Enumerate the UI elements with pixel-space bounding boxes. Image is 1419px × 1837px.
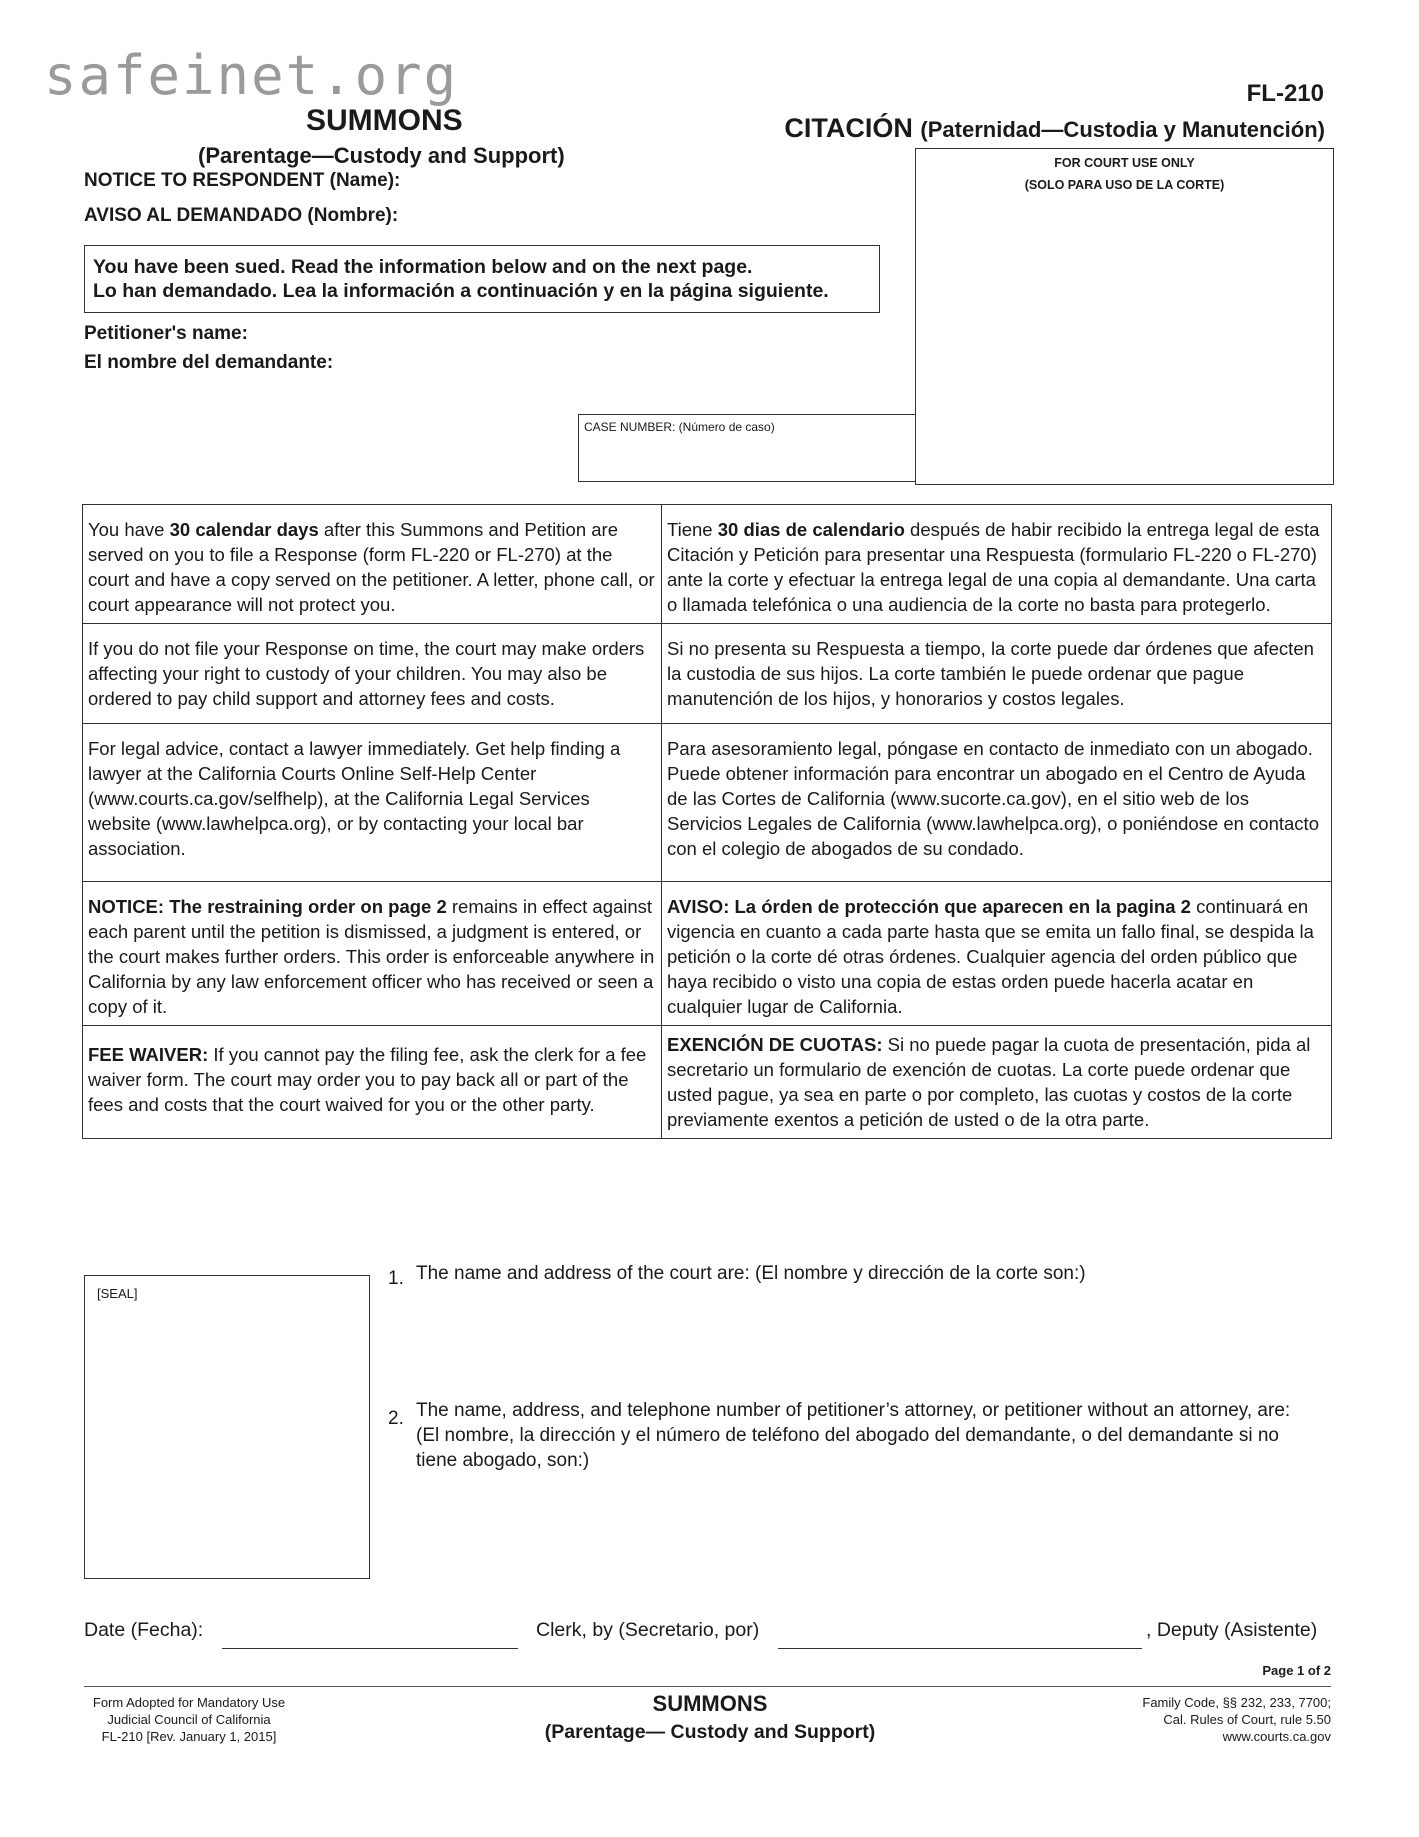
info-cell-es: EXENCIÓN DE CUOTAS: Si no puede pagar la cuota de presentación, pida al secretario un formulario de exención de cuotas. La corte puede ordenar que usted pague, ya sea en parte o por completo, las cuotas y costos de la corte previamente exentos a petición de usted o de la otra parte. [662,1026,1332,1139]
footer-divider [84,1686,1331,1687]
footer-title: SUMMONS [652,1691,768,1716]
info-row [83,505,1332,624]
info-row [83,624,1332,724]
info-table [82,504,1332,1139]
item-number: 1. [388,1268,404,1289]
info-cell-es: AVISO: La órden de protección que aparecen en la pagina 2 continuará en vigencia en cuanto a cada parte hasta que se emita un fallo final, se despida la petición o la corte dé otras órdenes. Cualquier agencia del orden público que haya recibido o visto una copia de estas orden puede hacerla acatar en cualquier lugar de California. [662,882,1332,1026]
page-number: Page 1 of 2 [1262,1663,1331,1678]
footer-left [84,1694,294,1745]
info-cell-es: Para asesoramiento legal, póngase en contacto de inmediato con un abogado. Puede obtener información para encontrar un abogado en el Centro de Ayuda de las Cortes de California (www.sucorte.ca.gov), en el sitio web de los Servicios Legales de California (www.lawhelpca.org), o poniéndose en contacto con el colegio de abogados de su condado. [662,724,1332,882]
petitioner-label-en: Petitioner's name: [84,323,248,344]
seal-box [84,1275,370,1579]
deputy-label: , Deputy (Asistente) [1146,1619,1318,1641]
subtitle-english: (Parentage—Custody and Support) [198,143,565,168]
sued-notice-en: You have been sued. Read the information below and on the next page. [93,256,753,278]
case-number-label: CASE NUMBER: (Número de caso) [584,420,775,434]
form-number: FL-210 [1246,80,1324,107]
footer-right-line: Cal. Rules of Court, rule 5.50 [1163,1712,1331,1727]
footer-right [1031,1694,1331,1745]
info-cell-es: Tiene 30 dias de calendario después de habir recibido la entrega legal de esta Citación y Petición para presentar una Respuesta (formulario FL-220 o FL-270) ante la corte y efectuar la entrega legal de una copia al demandante. Una carta o llamada telefónica o una audiencia de la corte no basta para protegerlo. [662,505,1332,624]
footer-left-line: FL-210 [Rev. January 1, 2015] [101,1729,277,1744]
date-field[interactable] [222,1648,518,1649]
info-cell-es: Si no presenta su Respuesta a tiempo, la corte puede dar órdenes que afecten la custodia de sus hijos. La corte también le puede ordenar que pague manutención de los hijos, y honorarios y costos legales. [662,624,1332,724]
petitioner-label-es: El nombre del demandante: [84,352,334,373]
info-cell-en: FEE WAIVER: If you cannot pay the filing fee, ask the clerk for a fee waiver form. The court may order you to pay back all or part of the fees and costs that the court waived for you or the other party. [83,1026,662,1139]
watermark: safeinet.org [44,44,459,107]
date-label: Date (Fecha): [84,1619,204,1641]
info-cell-en: For legal advice, contact a lawyer immediately. Get help finding a lawyer at the California Courts Online Self-Help Center (www.courts.ca.gov/selfhelp), at the California Legal Services website (www.lawhelpca.org), or by contacting your local bar association. [83,724,662,882]
info-row [83,724,1332,882]
info-cell-en: If you do not file your Response on time, the court may make orders affecting your right to custody of your children. You may also be ordered to pay child support and attorney fees and costs. [83,624,662,724]
attorney-item [388,1398,1328,1478]
seal-label: [SEAL] [97,1286,138,1301]
title-english: SUMMONS [306,104,463,137]
info-row [83,1026,1332,1139]
title-spanish-main: CITACIÓN [784,113,913,143]
court-use-line1: FOR COURT USE ONLY [1054,156,1195,170]
court-use-box [915,148,1334,485]
clerk-signature-field[interactable] [778,1648,1142,1649]
title-spanish-subtitle: (Paternidad—Custodia y Manutención) [920,117,1325,142]
footer-right-line[interactable]: www.courts.ca.gov [1222,1729,1331,1744]
case-number-box[interactable] [578,414,915,482]
clerk-label: Clerk, by (Secretario, por) [536,1619,760,1641]
footer-right-line: Family Code, §§ 232, 233, 7700; [1142,1695,1331,1710]
footer-subtitle: (Parentage— Custody and Support) [544,1721,876,1743]
info-row [83,882,1332,1026]
info-cell-en: NOTICE: The restraining order on page 2 remains in effect against each parent until the petition is dismissed, a judgment is entered, or the court makes further orders. This order is enforceable anywhere in California by any law enforcement officer who has received or seen a copy of it. [83,882,662,1026]
item-text: The name, address, and telephone number of petitioner’s attorney, or petitioner without an attorney, are: (El nombre, la dirección y el número de teléfono del abogado del demandante, o del demandante si no tiene abogado, son:) [416,1400,1291,1471]
item-number: 2. [388,1408,404,1429]
sued-notice-es: Lo han demandado. Lea la información a continuación y en la página siguiente. [93,280,829,302]
footer-left-line: Judicial Council of California [107,1712,271,1727]
title-spanish [784,113,1325,144]
respondent-label-en: NOTICE TO RESPONDENT (Name): [84,170,401,191]
court-use-line2: (SOLO PARA USO DE LA CORTE) [1024,178,1225,192]
info-cell-en: You have 30 calendar days after this Summons and Petition are served on you to file a Response (form FL-220 or FL-270) at the court and have a copy served on the petitioner. A letter, phone call, or court appearance will not protect you. [83,505,662,624]
footer-left-line: Form Adopted for Mandatory Use [92,1695,286,1710]
sued-notice-box [84,245,880,313]
footer-center [520,1690,900,1746]
court-address-item [388,1261,1328,1291]
item-text: The name and address of the court are: (El nombre y dirección de la corte son:) [416,1263,1086,1284]
respondent-label-es: AVISO AL DEMANDADO (Nombre): [84,205,399,226]
